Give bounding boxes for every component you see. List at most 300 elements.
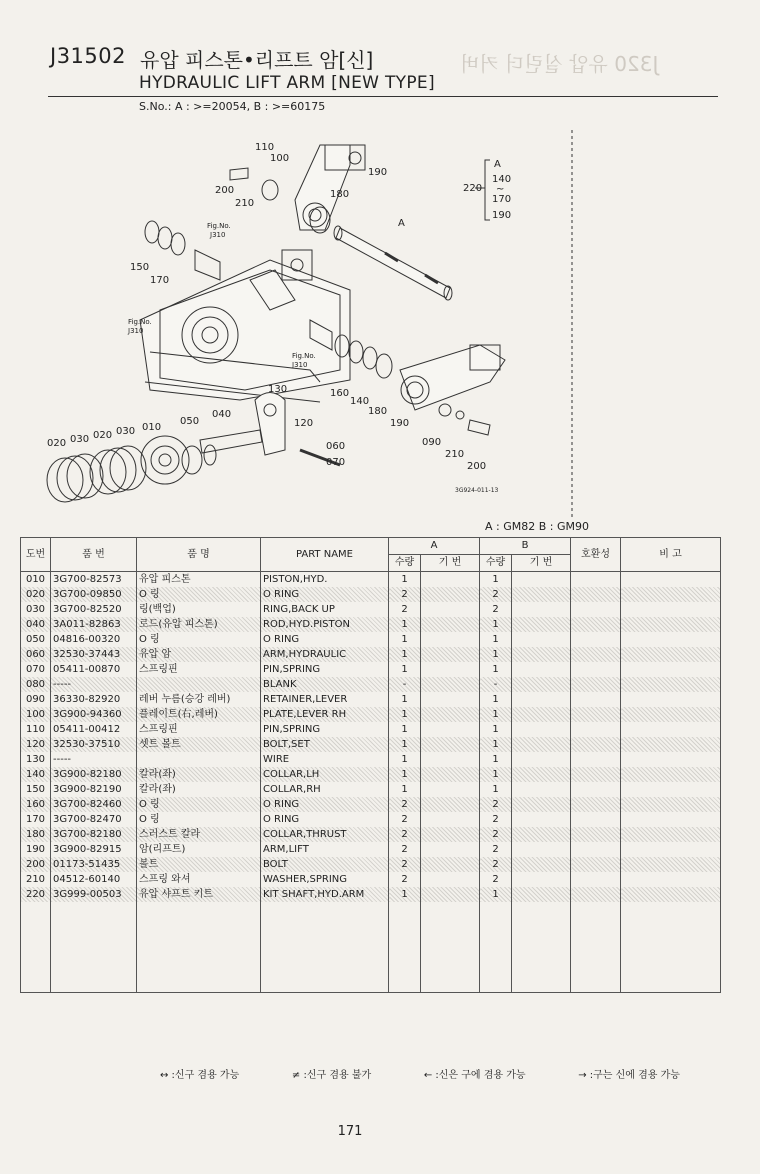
table-cell-period-b — [512, 647, 571, 662]
table-cell-period-b — [512, 857, 571, 872]
table-cell-qty-b: 1 — [480, 617, 512, 632]
table-cell-ref: 200 — [21, 857, 51, 872]
table-row — [21, 587, 721, 602]
table-cell-qty-a: 1 — [389, 887, 421, 902]
table-cell-qty-b: 2 — [480, 812, 512, 827]
table-filler-row — [21, 917, 721, 932]
table-cell-part-name: PLATE,LEVER RH — [261, 707, 389, 722]
table-filler-cell — [480, 962, 512, 977]
table-cell-period-a — [421, 647, 480, 662]
table-cell-part-no: 36330-82920 — [51, 692, 137, 707]
table-cell-part-no: 3G900-82180 — [51, 767, 137, 782]
table-cell-part-no: 3G700-82520 — [51, 602, 137, 617]
serial-range: S.No.: A : >=20054, B : >=60175 — [139, 100, 326, 113]
svg-text:210: 210 — [235, 198, 255, 209]
table-cell-qty-a: 2 — [389, 602, 421, 617]
table-filler-cell — [571, 917, 621, 932]
table-filler-cell — [421, 932, 480, 947]
table-cell-remarks — [621, 647, 721, 662]
table-cell-part-no: 3G700-82180 — [51, 827, 137, 842]
table-filler-cell — [512, 947, 571, 962]
svg-text:160: 160 — [330, 388, 350, 399]
table-cell-part-no: 3G700-82460 — [51, 797, 137, 812]
table-cell-name-ko: O 링 — [137, 812, 261, 827]
table-cell-part-no: 3G700-82470 — [51, 812, 137, 827]
col-part-no: 품 번 — [51, 538, 137, 572]
table-cell-period-b — [512, 572, 571, 588]
table-cell-qty-a: 2 — [389, 587, 421, 602]
table-cell-remarks — [621, 737, 721, 752]
table-filler-cell — [51, 917, 137, 932]
svg-text:220: 220 — [463, 183, 483, 194]
table-cell-qty-a: - — [389, 677, 421, 692]
table-cell-part-no: 3G900-82915 — [51, 842, 137, 857]
table-cell-remarks — [621, 662, 721, 677]
table-cell-part-name: RING,BACK UP — [261, 602, 389, 617]
table-filler-cell — [389, 947, 421, 962]
compat-legend — [160, 1066, 680, 1081]
table-row — [21, 662, 721, 677]
svg-text:110: 110 — [255, 142, 275, 153]
table-filler-cell — [571, 962, 621, 977]
table-filler-cell — [137, 902, 261, 917]
table-cell-name-ko: 레버 누름(승강 레버) — [137, 692, 261, 707]
table-cell-period-b — [512, 872, 571, 887]
table-filler-cell — [571, 947, 621, 962]
table-row — [21, 857, 721, 872]
table-cell-name-ko: 스프링핀 — [137, 722, 261, 737]
svg-text:200: 200 — [215, 185, 235, 196]
transmission-case-drawing — [140, 250, 350, 402]
table-cell-compat — [571, 812, 621, 827]
table-cell-name-ko: 볼트 — [137, 857, 261, 872]
table-cell-qty-a: 2 — [389, 872, 421, 887]
svg-text:140: 140 — [492, 174, 512, 185]
table-cell-part-name: WIRE — [261, 752, 389, 767]
table-cell-period-a — [421, 692, 480, 707]
table-filler-cell — [389, 917, 421, 932]
table-filler-cell — [21, 902, 51, 917]
table-cell-period-b — [512, 692, 571, 707]
table-cell-ref: 070 — [21, 662, 51, 677]
svg-text:190: 190 — [368, 167, 388, 178]
table-cell-period-a — [421, 767, 480, 782]
table-cell-ref: 040 — [21, 617, 51, 632]
table-cell-name-ko: 유압 샤프트 키트 — [137, 887, 261, 902]
table-filler-cell — [621, 932, 721, 947]
table-cell-remarks — [621, 887, 721, 902]
svg-text:A: A — [398, 218, 405, 229]
table-cell-qty-b: - — [480, 677, 512, 692]
table-filler-cell — [137, 962, 261, 977]
table-cell-remarks — [621, 812, 721, 827]
table-cell-period-a — [421, 782, 480, 797]
table-filler-row — [21, 947, 721, 962]
table-row — [21, 572, 721, 588]
table-filler-cell — [51, 932, 137, 947]
hydraulic-arm-drawing — [200, 393, 340, 466]
table-cell-period-a — [421, 737, 480, 752]
svg-text:090: 090 — [422, 437, 442, 448]
table-filler-cell — [261, 947, 389, 962]
table-cell-period-a — [421, 842, 480, 857]
table-cell-name-ko: 플레이트(右,레버) — [137, 707, 261, 722]
table-cell-ref: 130 — [21, 752, 51, 767]
table-cell-part-no: 32530-37443 — [51, 647, 137, 662]
svg-text:180: 180 — [330, 189, 350, 200]
svg-text:3G924-011-13: 3G924-011-13 — [455, 487, 499, 494]
table-cell-qty-b: 2 — [480, 587, 512, 602]
table-filler-cell — [51, 962, 137, 977]
col-qty-b: 수량 — [480, 555, 512, 572]
table-cell-qty-a: 2 — [389, 827, 421, 842]
col-group-b: B — [480, 538, 571, 555]
table-cell-compat — [571, 647, 621, 662]
table-filler-cell — [261, 962, 389, 977]
table-cell-compat — [571, 632, 621, 647]
svg-text:Fig.No.: Fig.No. — [207, 222, 231, 230]
table-cell-period-a — [421, 662, 480, 677]
table-cell-ref: 060 — [21, 647, 51, 662]
table-cell-name-ko: 암(리프트) — [137, 842, 261, 857]
table-cell-qty-a: 1 — [389, 692, 421, 707]
table-cell-ref: 150 — [21, 782, 51, 797]
table-cell-qty-b: 2 — [480, 872, 512, 887]
table-row — [21, 707, 721, 722]
table-filler-cell — [571, 932, 621, 947]
table-cell-qty-a: 1 — [389, 767, 421, 782]
table-cell-qty-a: 1 — [389, 722, 421, 737]
table-cell-qty-a: 2 — [389, 857, 421, 872]
svg-text:~: ~ — [496, 184, 505, 195]
table-cell-period-a — [421, 617, 480, 632]
svg-text:030: 030 — [116, 426, 136, 437]
table-cell-qty-b: 1 — [480, 782, 512, 797]
svg-text:010: 010 — [142, 422, 162, 433]
table-cell-part-name: PIN,SPRING — [261, 722, 389, 737]
table-cell-compat — [571, 617, 621, 632]
title-rule — [48, 96, 718, 97]
legend-item: ← :신은 구에 겸용 가능 — [423, 1070, 526, 1081]
svg-text:140: 140 — [350, 396, 370, 407]
table-filler-cell — [51, 902, 137, 917]
table-row — [21, 752, 721, 767]
table-cell-period-a — [421, 827, 480, 842]
section-code: J31502 — [50, 44, 126, 68]
table-cell-qty-b: 1 — [480, 572, 512, 588]
table-cell-period-a — [421, 812, 480, 827]
model-legend: A : GM82 B : GM90 — [485, 520, 589, 533]
legend-item: ≠ :신구 겸용 불가 — [291, 1070, 372, 1081]
svg-text:120: 120 — [294, 418, 314, 429]
table-cell-period-b — [512, 632, 571, 647]
table-filler-cell — [512, 917, 571, 932]
table-cell-remarks — [621, 587, 721, 602]
col-group-a: A — [389, 538, 480, 555]
table-cell-period-a — [421, 632, 480, 647]
table-filler-cell — [512, 962, 571, 977]
table-cell-part-no: 3G900-94360 — [51, 707, 137, 722]
col-part-name: PART NAME — [261, 538, 389, 572]
table-cell-period-b — [512, 587, 571, 602]
table-filler-cell — [137, 917, 261, 932]
table-filler-cell — [621, 947, 721, 962]
table-cell-part-name: RETAINER,LEVER — [261, 692, 389, 707]
table-row — [21, 737, 721, 752]
exploded-diagram — [20, 120, 720, 520]
table-filler-cell — [389, 962, 421, 977]
legend-item: ↔ :신구 겸용 가능 — [160, 1070, 240, 1081]
svg-text:170: 170 — [150, 275, 170, 286]
table-cell-ref: 120 — [21, 737, 51, 752]
table-filler-cell — [512, 902, 571, 917]
table-cell-remarks — [621, 752, 721, 767]
table-cell-part-name: ARM,HYDRAULIC — [261, 647, 389, 662]
table-cell-name-ko: 셋트 볼트 — [137, 737, 261, 752]
col-compat: 호환성 — [571, 538, 621, 572]
table-filler-cell — [21, 977, 51, 993]
svg-text:020: 020 — [93, 430, 113, 441]
table-filler-cell — [480, 902, 512, 917]
table-cell-name-ko: 스러스트 칼라 — [137, 827, 261, 842]
table-cell-qty-b: 1 — [480, 722, 512, 737]
table-cell-qty-a: 2 — [389, 812, 421, 827]
title-english: HYDRAULIC LIFT ARM [NEW TYPE] — [139, 73, 435, 93]
table-cell-ref: 010 — [21, 572, 51, 588]
table-cell-part-name: O RING — [261, 812, 389, 827]
table-cell-period-b — [512, 722, 571, 737]
table-cell-period-b — [512, 677, 571, 692]
table-cell-qty-a: 1 — [389, 707, 421, 722]
table-cell-compat — [571, 752, 621, 767]
page-number: 171 — [337, 1124, 363, 1139]
table-cell-remarks — [621, 602, 721, 617]
table-row — [21, 887, 721, 902]
lift-shaft-drawing — [334, 226, 452, 300]
table-cell-ref: 160 — [21, 797, 51, 812]
table-filler-row — [21, 932, 721, 947]
bleed-through-title: J320 유압 실린더 커버 — [460, 52, 659, 76]
table-cell-qty-b: 1 — [480, 737, 512, 752]
table-cell-period-b — [512, 827, 571, 842]
table-cell-ref: 020 — [21, 587, 51, 602]
table-filler-row — [21, 962, 721, 977]
table-cell-period-a — [421, 797, 480, 812]
table-filler-cell — [389, 902, 421, 917]
table-cell-remarks — [621, 782, 721, 797]
table-cell-part-name: O RING — [261, 632, 389, 647]
table-filler-cell — [21, 947, 51, 962]
col-ref: 도번 — [21, 538, 51, 572]
table-cell-name-ko — [137, 752, 261, 767]
table-cell-period-a — [421, 887, 480, 902]
table-cell-compat — [571, 692, 621, 707]
table-row — [21, 872, 721, 887]
table-cell-remarks — [621, 827, 721, 842]
table-cell-name-ko: O 링 — [137, 587, 261, 602]
col-name-ko: 품 명 — [137, 538, 261, 572]
table-filler-cell — [480, 917, 512, 932]
table-filler-cell — [621, 902, 721, 917]
table-cell-part-no: 04512-60140 — [51, 872, 137, 887]
table-cell-qty-b: 2 — [480, 797, 512, 812]
table-cell-period-b — [512, 617, 571, 632]
table-filler-cell — [21, 962, 51, 977]
table-cell-qty-b: 1 — [480, 647, 512, 662]
table-cell-period-a — [421, 587, 480, 602]
table-cell-remarks — [621, 677, 721, 692]
table-cell-name-ko: 스프링 와셔 — [137, 872, 261, 887]
table-cell-part-name: PIN,SPRING — [261, 662, 389, 677]
table-cell-compat — [571, 782, 621, 797]
svg-text:020: 020 — [47, 438, 67, 449]
table-filler-cell — [261, 917, 389, 932]
svg-text:050: 050 — [180, 416, 200, 427]
table-cell-remarks — [621, 842, 721, 857]
table-filler-cell — [389, 932, 421, 947]
table-cell-part-no: 32530-37510 — [51, 737, 137, 752]
table-cell-compat — [571, 842, 621, 857]
table-cell-qty-a: 1 — [389, 737, 421, 752]
table-cell-period-a — [421, 707, 480, 722]
table-cell-compat — [571, 587, 621, 602]
table-cell-period-b — [512, 812, 571, 827]
table-filler-cell — [389, 977, 421, 993]
table-cell-part-no: 3G900-82190 — [51, 782, 137, 797]
table-row — [21, 812, 721, 827]
table-cell-compat — [571, 887, 621, 902]
table-filler-cell — [480, 932, 512, 947]
table-cell-ref: 190 — [21, 842, 51, 857]
table-cell-period-a — [421, 722, 480, 737]
table-cell-compat — [571, 572, 621, 588]
svg-text:J310: J310 — [128, 327, 144, 335]
table-cell-period-b — [512, 662, 571, 677]
table-cell-qty-a: 1 — [389, 632, 421, 647]
table-filler-cell — [621, 917, 721, 932]
table-cell-qty-b: 1 — [480, 752, 512, 767]
table-filler-cell — [621, 977, 721, 993]
table-filler-cell — [137, 947, 261, 962]
table-filler-cell — [261, 932, 389, 947]
table-cell-period-b — [512, 842, 571, 857]
table-cell-qty-b: 1 — [480, 707, 512, 722]
table-row — [21, 782, 721, 797]
table-cell-part-no: 01173-51435 — [51, 857, 137, 872]
svg-text:A: A — [494, 159, 501, 170]
table-cell-period-b — [512, 602, 571, 617]
col-remarks: 비 고 — [621, 538, 721, 572]
table-row — [21, 692, 721, 707]
table-row — [21, 797, 721, 812]
table-cell-name-ko: 칼라(좌) — [137, 782, 261, 797]
table-row — [21, 647, 721, 662]
table-cell-name-ko: 칼라(좌) — [137, 767, 261, 782]
table-cell-compat — [571, 872, 621, 887]
table-filler-cell — [480, 977, 512, 993]
table-cell-period-a — [421, 572, 480, 588]
table-cell-part-name: O RING — [261, 587, 389, 602]
table-cell-qty-b: 2 — [480, 602, 512, 617]
table-row — [21, 767, 721, 782]
table-cell-part-name: ARM,LIFT — [261, 842, 389, 857]
table-filler-cell — [137, 932, 261, 947]
table-cell-part-name: BLANK — [261, 677, 389, 692]
svg-text:060: 060 — [326, 441, 346, 452]
table-cell-compat — [571, 857, 621, 872]
table-filler-cell — [512, 977, 571, 993]
table-cell-part-no: ----- — [51, 752, 137, 767]
table-cell-part-name: KIT SHAFT,HYD.ARM — [261, 887, 389, 902]
table-cell-remarks — [621, 572, 721, 588]
table-filler-cell — [571, 977, 621, 993]
table-cell-period-a — [421, 857, 480, 872]
piston-drawing — [141, 436, 216, 484]
table-cell-ref: 030 — [21, 602, 51, 617]
table-cell-period-b — [512, 752, 571, 767]
table-cell-period-a — [421, 752, 480, 767]
parts-table — [20, 537, 721, 993]
table-cell-qty-b: 2 — [480, 857, 512, 872]
table-cell-ref: 080 — [21, 677, 51, 692]
table-cell-ref: 100 — [21, 707, 51, 722]
svg-text:150: 150 — [130, 262, 150, 273]
svg-text:J310: J310 — [292, 361, 308, 369]
table-filler-cell — [421, 977, 480, 993]
table-cell-remarks — [621, 767, 721, 782]
table-cell-qty-b: 1 — [480, 662, 512, 677]
table-cell-part-no: 3G700-09850 — [51, 587, 137, 602]
table-cell-period-b — [512, 737, 571, 752]
table-row — [21, 827, 721, 842]
parts-body — [21, 572, 721, 993]
table-cell-qty-b: 1 — [480, 632, 512, 647]
table-cell-ref: 140 — [21, 767, 51, 782]
table-cell-period-b — [512, 782, 571, 797]
svg-text:190: 190 — [390, 418, 410, 429]
svg-text:180: 180 — [368, 406, 388, 417]
table-filler-cell — [421, 917, 480, 932]
svg-text:130: 130 — [268, 384, 288, 395]
table-filler-row — [21, 977, 721, 993]
table-cell-period-b — [512, 767, 571, 782]
table-cell-compat — [571, 737, 621, 752]
table-cell-part-no: 3G700-82573 — [51, 572, 137, 588]
table-cell-name-ko: 유압 암 — [137, 647, 261, 662]
col-period-a: 기 번 — [421, 555, 480, 572]
table-cell-period-b — [512, 707, 571, 722]
table-filler-cell — [512, 932, 571, 947]
svg-text:Fig.No.: Fig.No. — [292, 352, 316, 360]
table-cell-name-ko: 유압 피스톤 — [137, 572, 261, 588]
table-cell-name-ko: 링(백업) — [137, 602, 261, 617]
svg-text:170: 170 — [492, 194, 512, 205]
table-filler-cell — [421, 962, 480, 977]
table-cell-qty-a: 2 — [389, 797, 421, 812]
table-filler-cell — [621, 962, 721, 977]
table-cell-remarks — [621, 617, 721, 632]
table-cell-part-no: 3A011-82863 — [51, 617, 137, 632]
title-korean: 유압 피스톤•리프트 암[신] — [140, 48, 374, 72]
table-cell-qty-a: 1 — [389, 662, 421, 677]
col-qty-a: 수량 — [389, 555, 421, 572]
table-cell-ref: 220 — [21, 887, 51, 902]
table-filler-cell — [261, 977, 389, 993]
table-cell-name-ko: O 링 — [137, 797, 261, 812]
svg-text:030: 030 — [70, 434, 90, 445]
table-cell-qty-a: 2 — [389, 842, 421, 857]
table-cell-remarks — [621, 632, 721, 647]
